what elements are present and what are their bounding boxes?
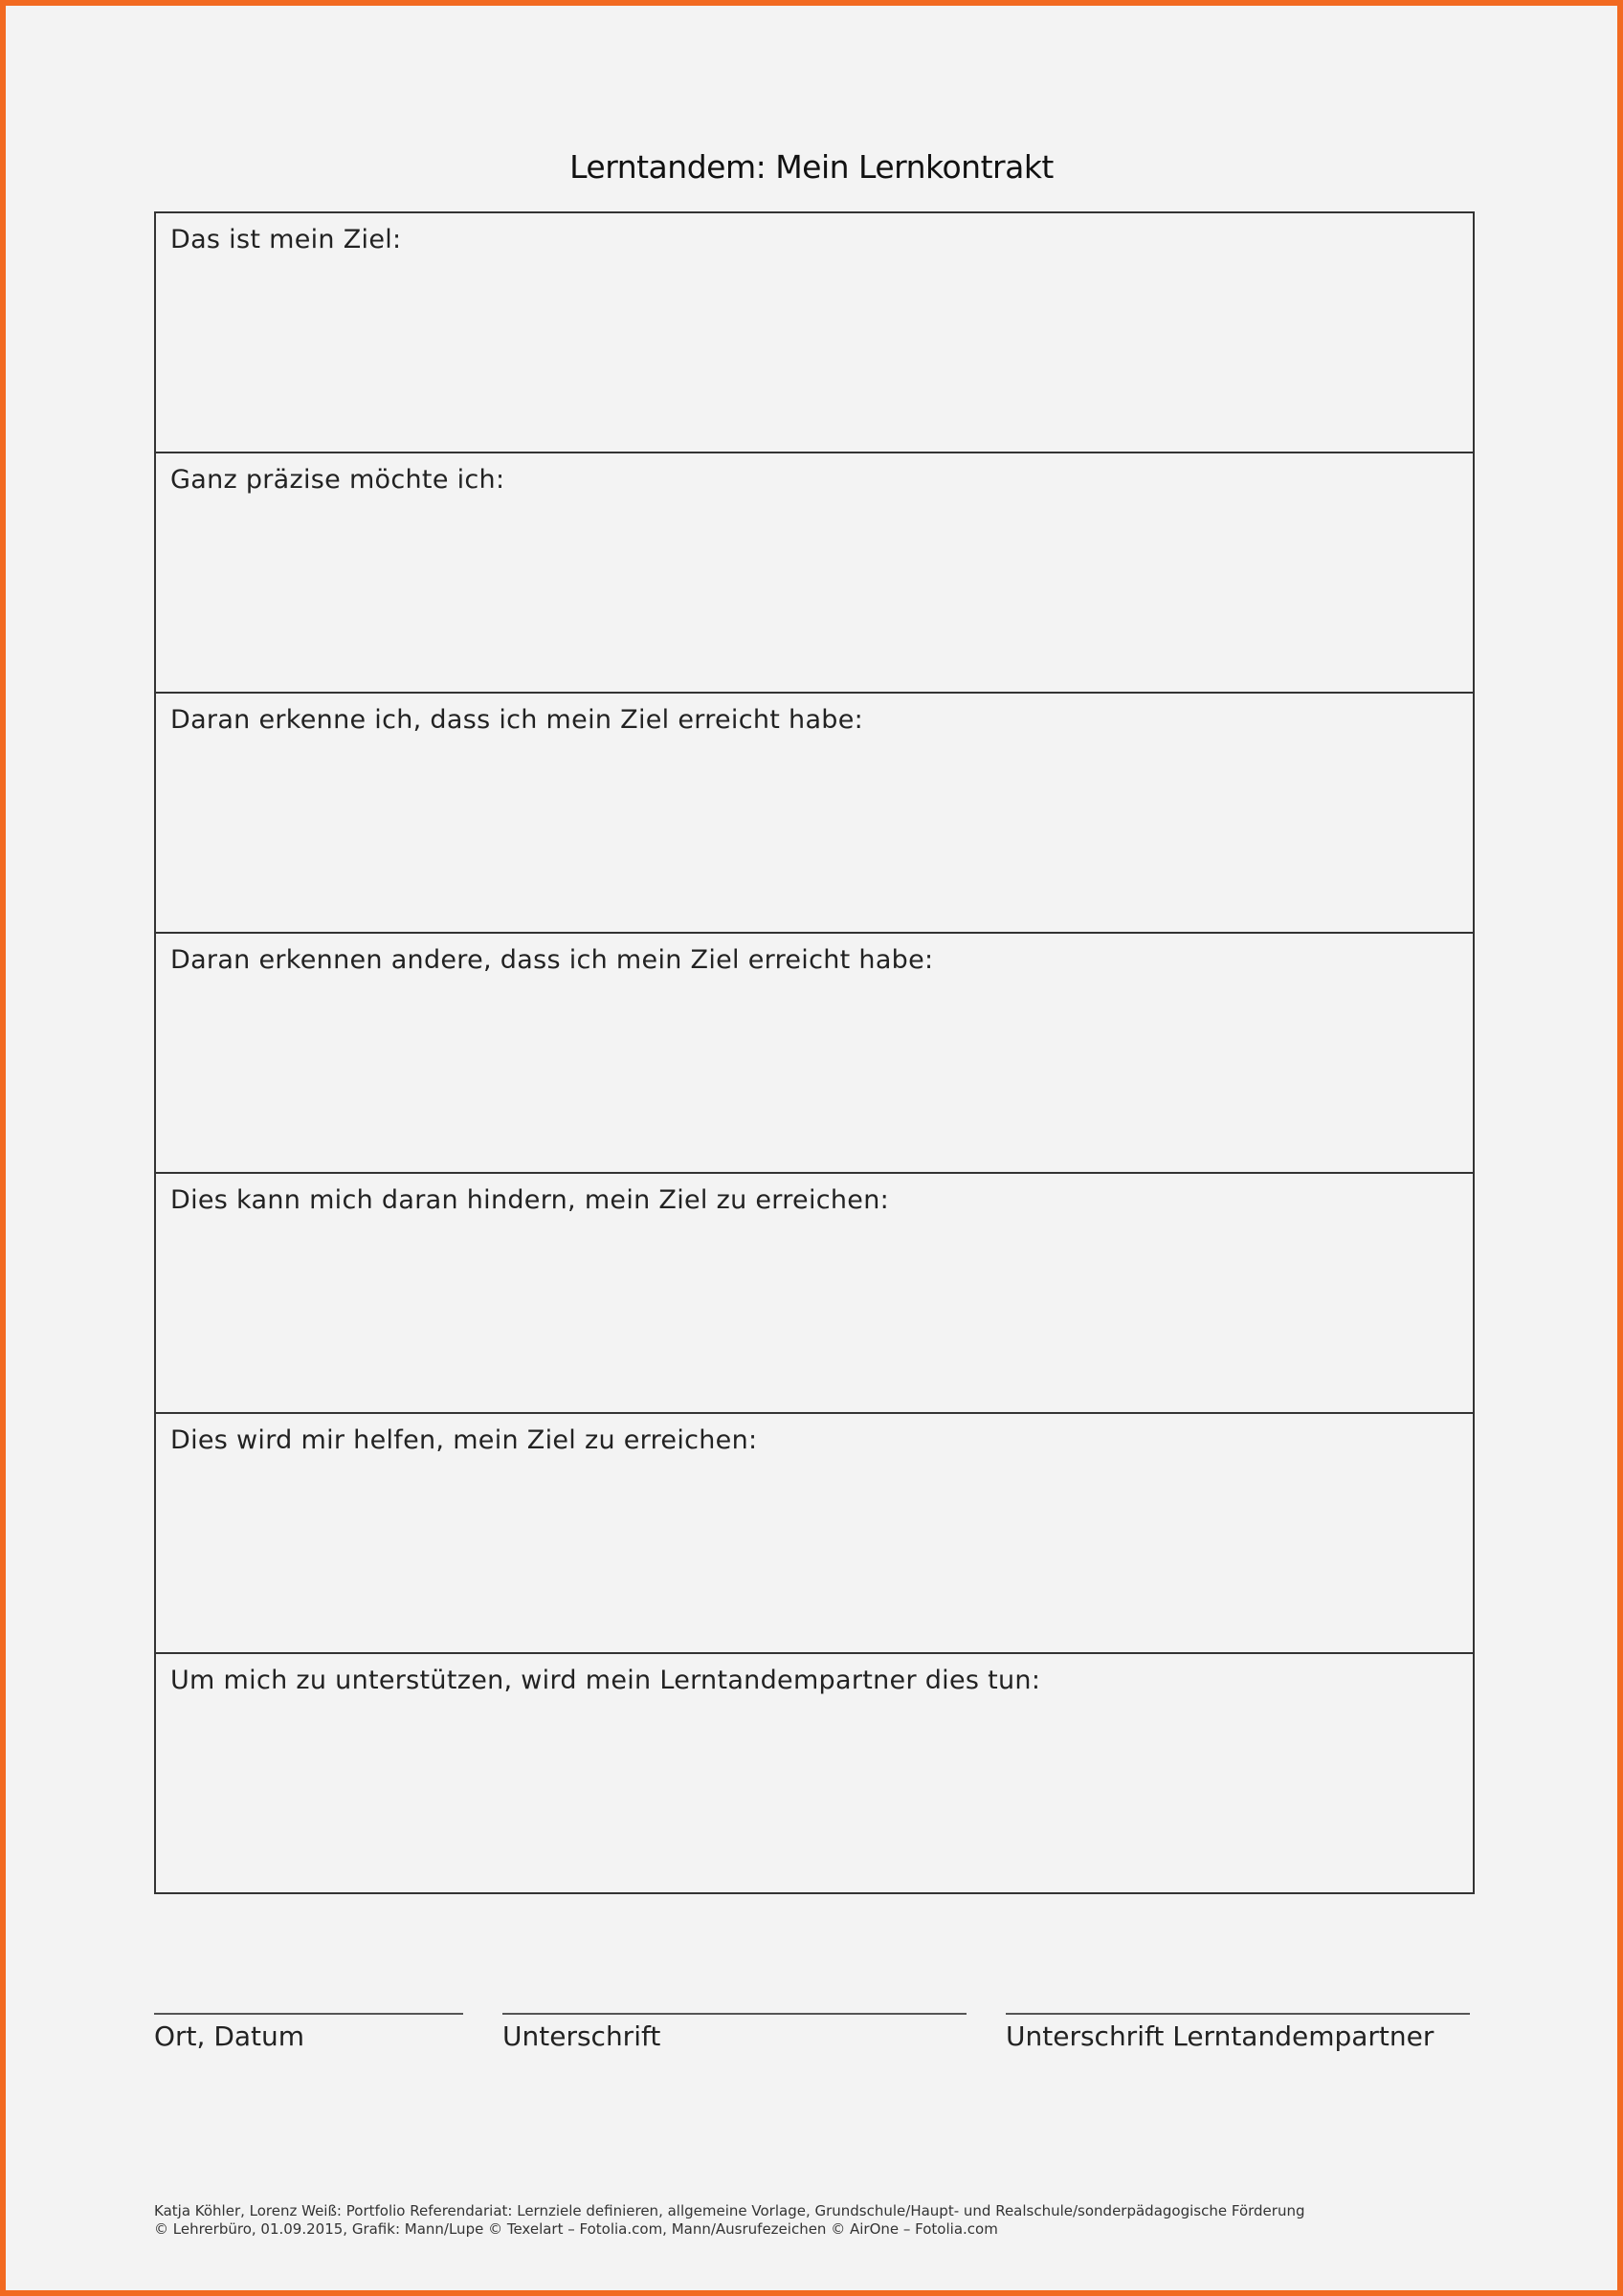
- signature-line[interactable]: [502, 2013, 967, 2015]
- field-label: Daran erkenne ich, dass ich mein Ziel erreicht habe:: [170, 705, 864, 735]
- partner-signature-label: Unterschrift Lerntandempartner: [1006, 2020, 1434, 2052]
- field-self-recognition[interactable]: [156, 694, 1473, 934]
- field-label: Dies wird mir helfen, mein Ziel zu erreichen:: [170, 1425, 758, 1455]
- footer-line-2: © Lehrerbüro, 01.09.2015, Grafik: Mann/Lupe © Texelart – Fotolia.com, Mann/Ausrufezeichen © AirOne – Fotolia.com: [154, 2220, 998, 2238]
- field-goal[interactable]: [156, 213, 1473, 453]
- contract-table: [154, 211, 1475, 1894]
- field-label: Daran erkennen andere, dass ich mein Ziel erreicht habe:: [170, 945, 934, 975]
- field-partner-support[interactable]: [156, 1654, 1473, 1892]
- field-label: Um mich zu unterstützen, wird mein Lerntandempartner dies tun:: [170, 1666, 1041, 1695]
- footer-credits: [154, 2202, 1304, 2239]
- place-date-label: Ort, Datum: [154, 2020, 305, 2052]
- field-obstacles[interactable]: [156, 1174, 1473, 1414]
- place-date-line[interactable]: [154, 2013, 463, 2015]
- partner-signature-line[interactable]: [1006, 2013, 1470, 2015]
- field-label: Ganz präzise möchte ich:: [170, 465, 505, 495]
- signature-label: Unterschrift: [502, 2020, 661, 2052]
- field-label: Das ist mein Ziel:: [170, 225, 402, 254]
- field-precise[interactable]: [156, 453, 1473, 694]
- field-others-recognition[interactable]: [156, 934, 1473, 1174]
- field-label: Dies kann mich daran hindern, mein Ziel zu erreichen:: [170, 1185, 890, 1215]
- field-helpers[interactable]: [156, 1414, 1473, 1654]
- page-title: Lerntandem: Mein Lernkontrakt: [569, 148, 1054, 186]
- footer-line-1: Katja Köhler, Lorenz Weiß: Portfolio Referendariat: Lernziele definieren, allgemeine Vorlage, Grundschule/Haupt- und Realschule/sonderpädagogische Förderung: [154, 2202, 1305, 2219]
